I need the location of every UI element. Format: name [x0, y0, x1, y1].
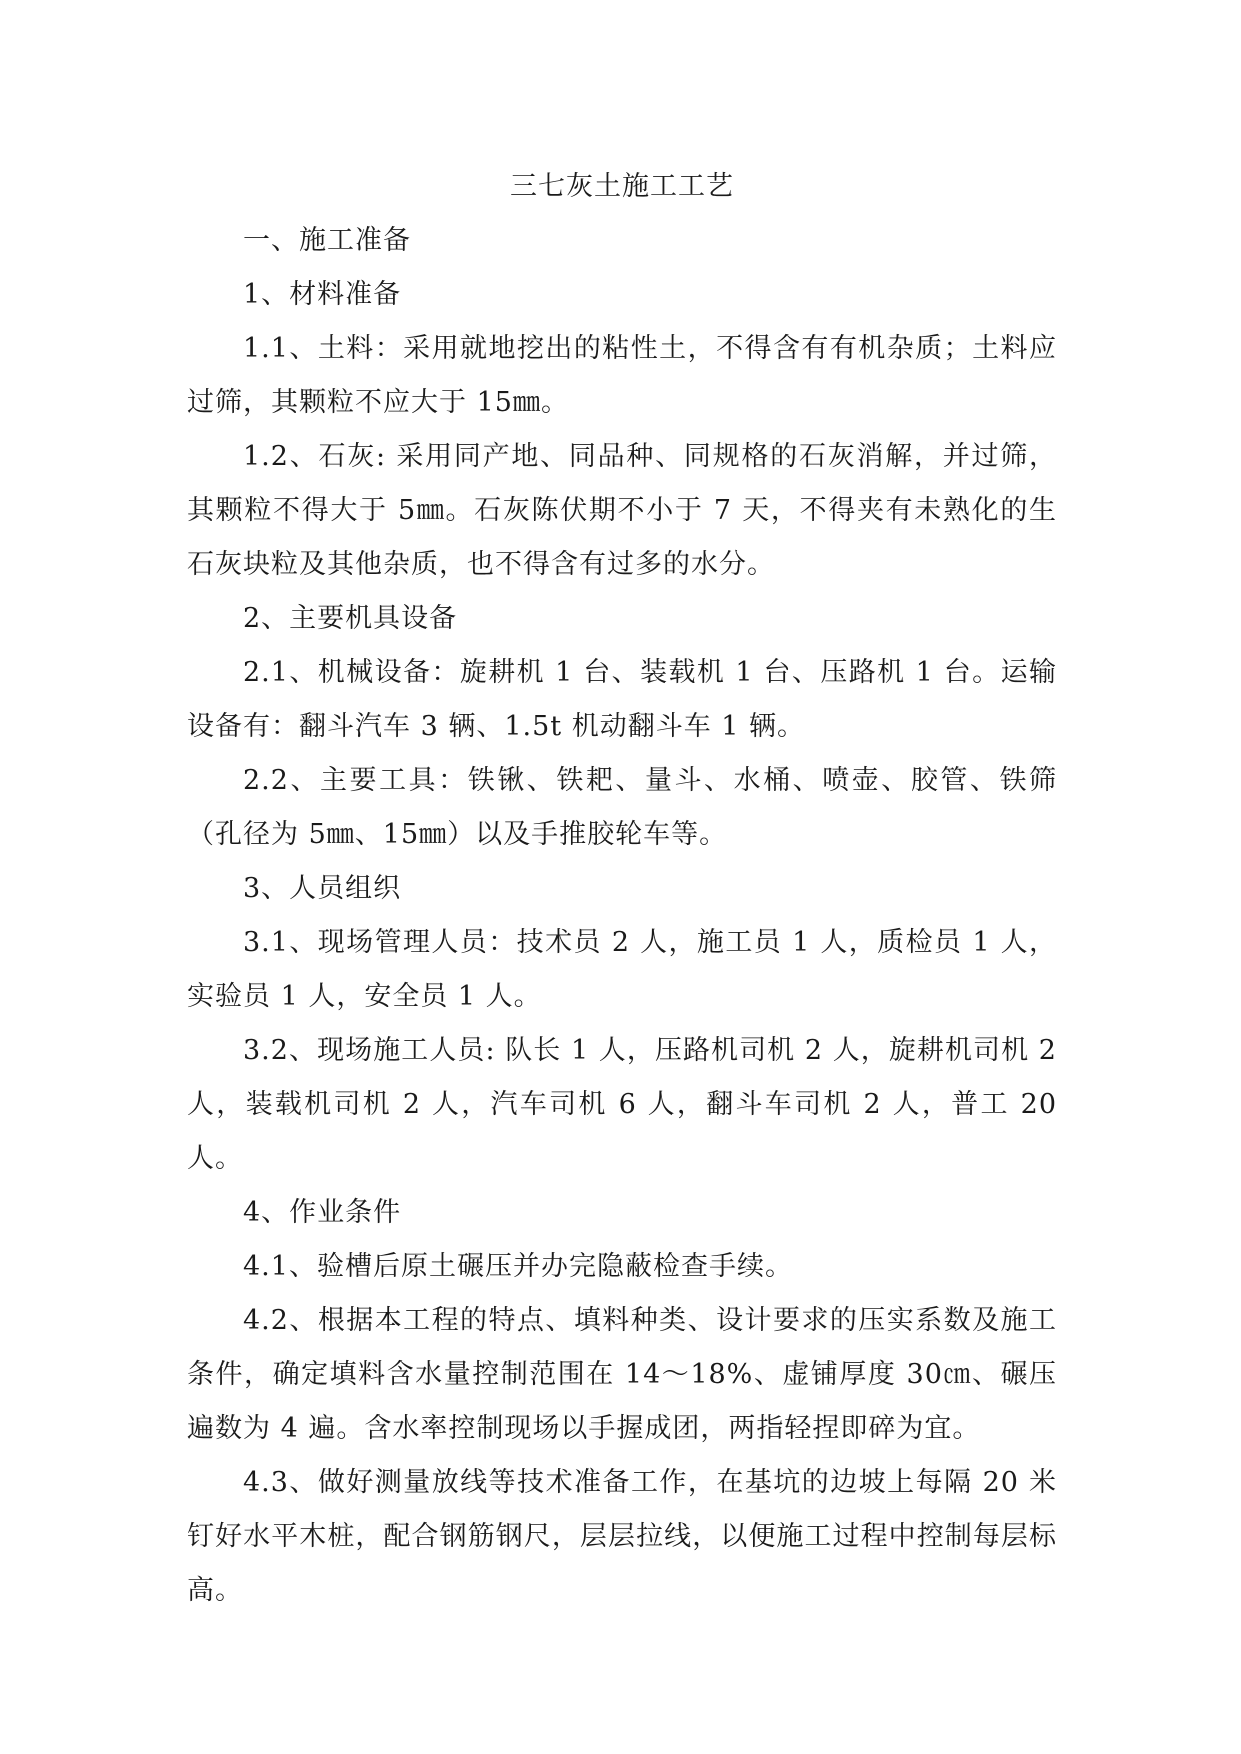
heading-work-conditions: 4、作业条件: [243, 1197, 402, 1228]
heading-material-preparation: 1、材料准备: [243, 279, 402, 310]
paragraph-lime: 1.2、石灰: 采用同产地、同品种、同规格的石灰消解，并过筛，其颗粒不得大于 5㎜。石灰陈伏期不小于 7 天，不得夹有未熟化的生石灰块粒及其他杂质，也不得含有过多的水分。: [187, 441, 1057, 580]
paragraph-tools: 2.2、主要工具：铁锹、铁耙、量斗、水桶、喷壶、胶管、铁筛（孔径为 5㎜、15㎜）以及手推胶轮车等。: [187, 765, 1057, 850]
paragraph-inspection: 4.1、验槽后原土碾压并办完隐蔽检查手续。: [243, 1251, 793, 1282]
paragraph-construction-staff: 3.2、现场施工人员: 队长 1 人，压路机司机 2 人，旋耕机司机 2 人，装载机司机 2 人，汽车司机 6 人，翻斗车司机 2 人，普工 20 人。: [187, 1035, 1057, 1174]
paragraph-management-staff: 3.1、现场管理人员：技术员 2 人，施工员 1 人，质检员 1 人，实验员 1 人，安全员 1 人。: [187, 927, 1057, 1012]
document-page: [187, 160, 1057, 1618]
document-title: 三七灰土施工工艺: [510, 171, 734, 202]
heading-personnel: 3、人员组织: [243, 873, 402, 904]
paragraph-moisture-control: 4.2、根据本工程的特点、填料种类、设计要求的压实系数及施工条件，确定填料含水量控制范围在 14～18%、虚铺厚度 30㎝、碾压遍数为 4 遍。含水率控制现场以手握成团，两指轻捏即碎为宜。: [187, 1305, 1057, 1444]
heading-equipment: 2、主要机具设备: [243, 603, 458, 634]
paragraph-machinery: 2.1、机械设备：旋耕机 1 台、装载机 1 台、压路机 1 台。运输设备有：翻斗汽车 3 辆、1.5t 机动翻斗车 1 辆。: [187, 657, 1057, 742]
paragraph-soil-material: 1.1、土料：采用就地挖出的粘性土，不得含有有机杂质；土料应过筛，其颗粒不应大于 15㎜。: [187, 333, 1057, 418]
paragraph-survey-setout: 4.3、做好测量放线等技术准备工作，在基坑的边坡上每隔 20 米钉好水平木桩，配合钢筋钢尺，层层拉线，以便施工过程中控制每层标高。: [187, 1467, 1057, 1606]
heading-construction-preparation: 一、施工准备: [243, 225, 411, 256]
